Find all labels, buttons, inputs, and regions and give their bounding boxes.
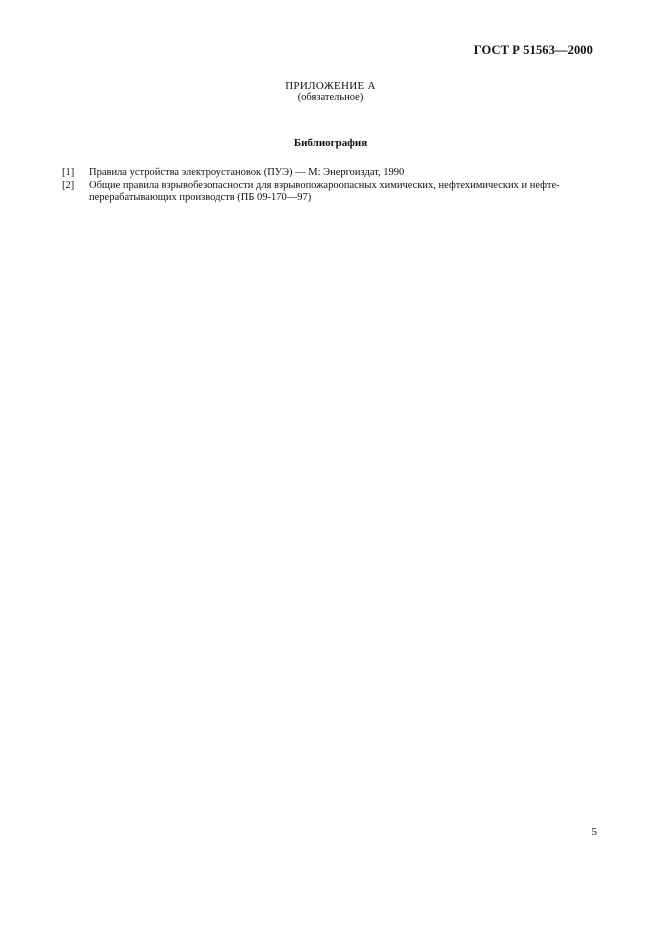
bibliography-item-text: Общие правила взрывобезопасности для взрывопожароопасных химических, нефтехимических и нефте-перерабатывающих производств (ПБ 09-170—97) bbox=[89, 179, 560, 203]
page-number: 5 bbox=[591, 826, 597, 838]
bibliography-item-text: Правила устройства электроустановок (ПУЭ) — М: Энергоиздат, 1990 bbox=[89, 167, 405, 178]
appendix-subtitle: (обязательное) bbox=[297, 92, 364, 103]
bibliography-item bbox=[62, 180, 597, 205]
appendix-title: ПРИЛОЖЕНИЕ А bbox=[285, 80, 376, 92]
bibliography-item-number: [2] bbox=[62, 179, 75, 191]
document-code: ГОСТ Р 51563—2000 bbox=[473, 43, 593, 57]
appendix-header bbox=[0, 80, 661, 104]
bibliography-list bbox=[62, 167, 597, 205]
bibliography-item bbox=[62, 167, 597, 180]
bibliography-heading: Библиография bbox=[293, 137, 368, 149]
bibliography-item-number: [1] bbox=[62, 167, 75, 178]
